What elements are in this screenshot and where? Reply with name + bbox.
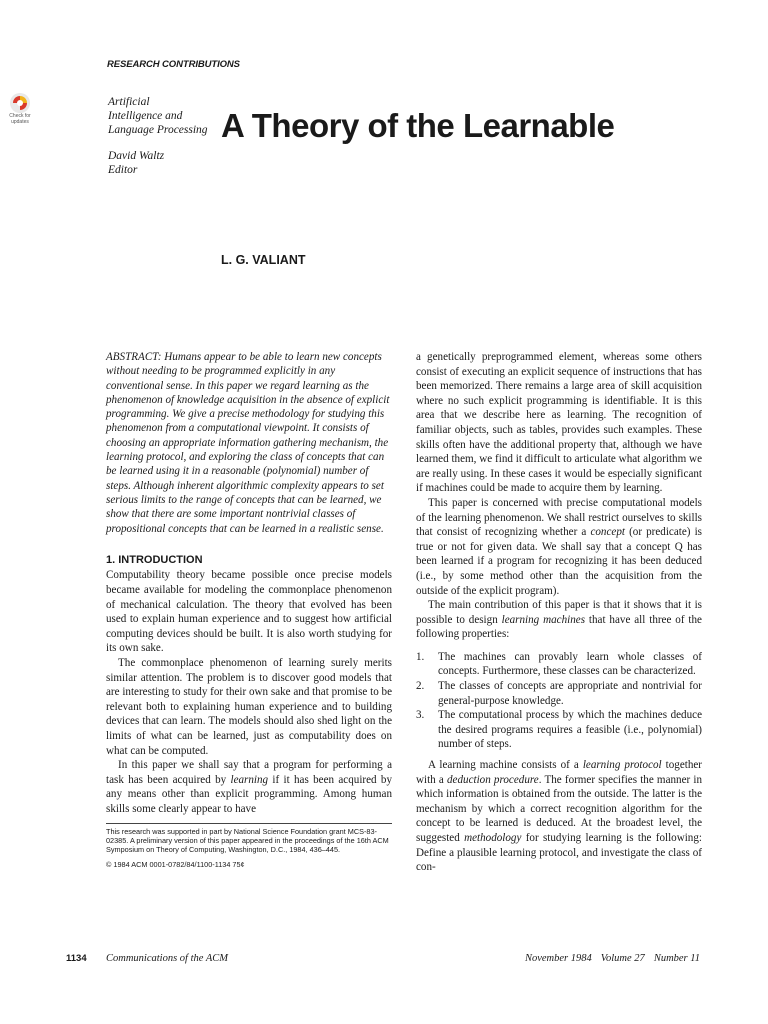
text-run: together with a [416, 759, 703, 786]
body-paragraph: The commonplace phenomenon of learning surely merits similar attention. The problem is to discover good models that are interesting to study for their own sake and that promise to be relevant both to explaining human experience and to building devices that can learn. The models should also shed light on the limits of what can be learned, just as computability does on what can be computed. [106, 657, 392, 757]
issue-volume: Volume 27 [600, 953, 645, 964]
text-run: that have all three of the following properties: [416, 613, 702, 641]
right-column [416, 350, 702, 875]
body-paragraph: a genetically preprogrammed element, whereas some others consist of executing an explicit sequence of instructions that has been memorized. There remains a large area of skill acquisition where no such explicit programming is identifiable. It is this area that we describe here as learning. The recognition of familiar objects, such as tables, provides such examples. These skills often have the additional property that, although we have learned them, we find it difficult to articulate what algorithm we are really using. In these cases it would be especially significant if machines could be made to acquire them by learning. [416, 351, 702, 495]
abstract-text: Humans appear to be able to learn new concepts without needing to be programmed explicitly in any conventional sense. In this paper we regard learning as the phenomenon of knowledge acquisition in the absence of explicit programming. We give a precise methodology for studying this phenomenon from a computational viewpoint. It consists of choosing an appropriate information gathering mechanism, the learning protocol, and exploring the class of concepts that can be learned using it in a reasonable (polynomial) number of steps. Although inherent algorithmic complexity appears to set serious limits to the range of concepts that can be learned, we show that there are some important nontrivial classes of propositional concepts that can be learned in a realistic sense. [106, 351, 390, 535]
text-run: In this paper we shall say that a program for performing a task has been acquired by [106, 759, 392, 786]
department-label [108, 95, 208, 137]
list-item [416, 708, 702, 752]
page-number: 1134 [66, 953, 87, 964]
body-paragraph: Computability theory became possible once precise models became available for modeling the commonplace phenomenon of mechanical calculation. The theory that evolved has been used to explain human experience and to suggest how artificial computing devices should be built. It is also worth studying for its own sake. [106, 569, 392, 655]
body-paragraph [416, 496, 702, 598]
list-number: 1. [416, 650, 425, 663]
article-author: L. G. VALIANT [221, 253, 306, 267]
department-line: Artificial [108, 96, 150, 108]
issue-info [516, 953, 700, 964]
emphasis: learning [230, 773, 269, 786]
emphasis: concept [590, 526, 625, 539]
body-paragraph [416, 758, 702, 875]
text-run: A learning machine consists of a [428, 759, 583, 772]
text-run: This paper is concerned with precise computational models of the learning phenomenon. We shall restrict ourselves to skills that consist of recognizing whether a [416, 496, 702, 539]
list-item [416, 679, 702, 708]
editor-name: David Waltz [108, 150, 165, 162]
text-run: (or predicate) is true or not for given data. We shall say that a concept Q has been learned if a program for recognizing it has been deduced (i.e., by some method other than the acquisition from the outside of the explicit program). [416, 526, 702, 597]
department-line: Language Processing [108, 124, 208, 136]
text-run: . The former specifies the manner in which information is obtained from the outside. The latter is the mechanism by which a correct recognition algorithm for the concept to be learned is deduced. At the broadest level, the suggested [416, 773, 703, 844]
text-run: for studying learning is the following: Define a plausible learning protocol, and investigate the class of con- [416, 832, 702, 874]
body-paragraph [416, 598, 702, 642]
list-number: 2. [416, 680, 425, 693]
abstract [106, 350, 392, 536]
journal-name: Communications of the ACM [106, 953, 229, 964]
emphasis: learning machines [501, 613, 586, 626]
footnote: This research was supported in part by National Science Foundation grant MCS-83-02385. A preliminary version of this paper appeared in the proceedings of the 16th ACM Symposium on Theory of Computing, Washington, D.C., 1984, 436–445. [106, 823, 392, 855]
copyright-line: © 1984 ACM 0001-0782/84/1100-1134 75¢ [106, 859, 245, 869]
section-tag: RESEARCH CONTRIBUTIONS [107, 59, 240, 70]
badge-line-1: Check for [9, 113, 31, 119]
check-for-updates-badge[interactable] [5, 93, 35, 125]
badge-line-2: updates [11, 119, 29, 125]
text-run: The main contribution of this paper is that it shows that it is possible to design [416, 599, 702, 626]
text-run: if it has been acquired by any means other than explicit programming. Among human skills some clearly appear to have [106, 773, 392, 815]
article-title: A Theory of the Learnable [221, 107, 615, 144]
list-number: 3. [416, 709, 425, 722]
emphasis: methodology [464, 832, 522, 844]
editor-role: Editor [108, 164, 138, 176]
emphasis: learning protocol [582, 759, 662, 772]
issue-number: Number 11 [653, 953, 700, 964]
list-item [416, 650, 702, 679]
property-list [416, 650, 702, 752]
intro-heading: 1. INTRODUCTION [106, 553, 203, 566]
list-text: The computational process by which the machines deduce the desired programs requires a feasible (i.e., polynomial) number of steps. [438, 709, 702, 751]
left-column [106, 350, 392, 869]
department-line: Intelligence and [108, 110, 183, 122]
issue-date: November 1984 [524, 953, 592, 964]
editor-credit [108, 149, 164, 177]
abstract-label: ABSTRACT: [106, 351, 162, 363]
check-updates-icon [10, 93, 30, 113]
body-paragraph [106, 758, 392, 816]
list-text: The machines can provably learn whole classes of concepts. Furthermore, these classes can be characterized. [438, 650, 702, 678]
emphasis: deduction procedure [447, 773, 539, 786]
list-text: The classes of concepts are appropriate and nontrivial for general-purpose knowledge. [438, 680, 702, 707]
